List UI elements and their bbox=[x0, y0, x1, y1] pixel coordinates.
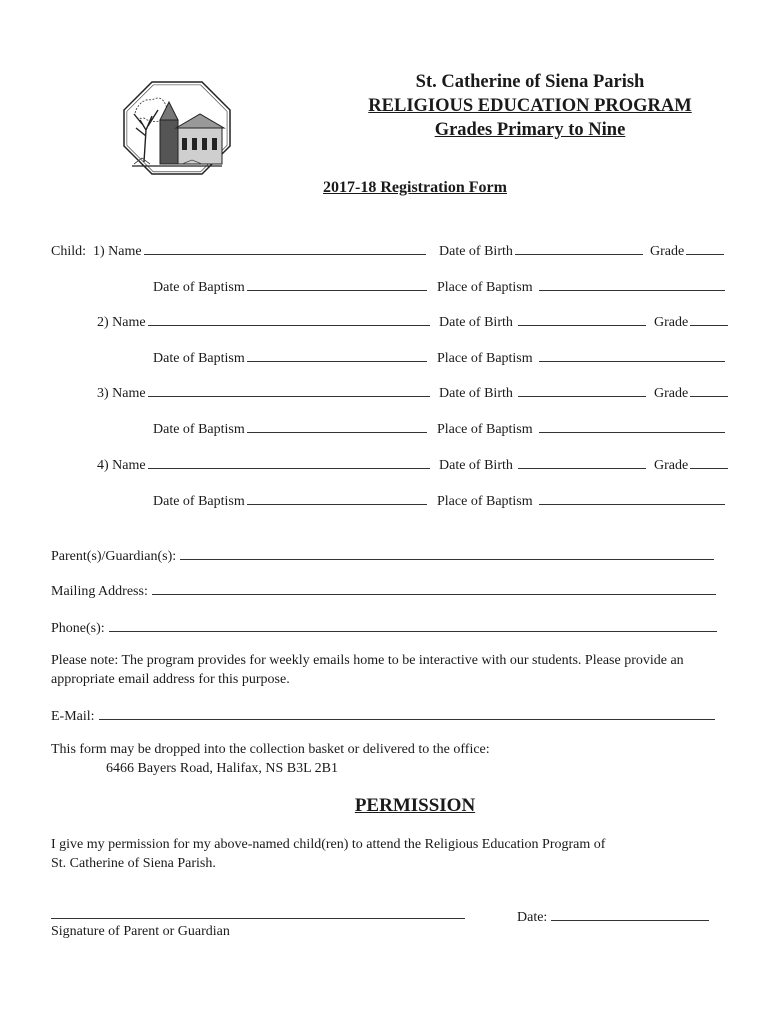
child-4-grade-input[interactable] bbox=[690, 454, 728, 469]
date-field[interactable] bbox=[517, 906, 709, 926]
parish-logo bbox=[122, 80, 232, 176]
permission-text-line-2: St. Catherine of Siena Parish. bbox=[51, 856, 216, 871]
child-4-name-label: 4) Name bbox=[97, 458, 146, 473]
permission-text bbox=[51, 835, 751, 873]
child-4-grade-label: Grade bbox=[654, 458, 689, 473]
email-note-line-2: appropriate email address for this purpose. bbox=[51, 672, 290, 687]
church-sketch-icon bbox=[122, 80, 232, 176]
child-2-grade-field[interactable] bbox=[654, 311, 728, 331]
child-2-baptism-input[interactable] bbox=[247, 347, 427, 362]
child-1-place-input[interactable] bbox=[539, 276, 725, 291]
child-4-baptism-label: Date of Baptism bbox=[153, 494, 245, 509]
office-address: 6466 Bayers Road, Halifax, NS B3L 2B1 bbox=[106, 761, 339, 776]
child-1-baptism-input[interactable] bbox=[247, 276, 427, 291]
child-3-place-field[interactable] bbox=[437, 418, 725, 438]
form-title: 2017-18 Registration Form bbox=[323, 179, 507, 196]
child-1-grade-input[interactable] bbox=[686, 240, 724, 255]
child-2-place-label: Place of Baptism bbox=[437, 351, 533, 366]
child-4-dob-field[interactable] bbox=[439, 454, 646, 474]
child-3-name-label: 3) Name bbox=[97, 386, 146, 401]
email-note bbox=[51, 651, 751, 689]
child-1-name-field[interactable] bbox=[51, 240, 426, 260]
grades-subtitle: Grades Primary to Nine bbox=[434, 120, 626, 140]
signature-input[interactable] bbox=[51, 918, 465, 919]
child-4-baptism-input[interactable] bbox=[247, 490, 427, 505]
email-note-line-1: Please note: The program provides for weekly emails home to be interactive with our students. Please provide an bbox=[51, 653, 684, 668]
permission-text-line-1: I give my permission for my above-named child(ren) to attend the Religious Education Program of bbox=[51, 837, 606, 852]
child-2-grade-input[interactable] bbox=[690, 311, 728, 326]
child-4-place-input[interactable] bbox=[539, 490, 725, 505]
child-2-name-label: 2) Name bbox=[97, 315, 146, 330]
child-2-baptism-field[interactable] bbox=[153, 347, 427, 367]
guardian-field[interactable] bbox=[51, 545, 714, 565]
phone-label: Phone(s): bbox=[51, 621, 105, 636]
child-2-baptism-label: Date of Baptism bbox=[153, 351, 245, 366]
phone-input[interactable] bbox=[109, 617, 717, 632]
address-input[interactable] bbox=[152, 580, 716, 595]
child-3-baptism-field[interactable] bbox=[153, 418, 427, 438]
signature-label: Signature of Parent or Guardian bbox=[51, 924, 230, 939]
child-4-baptism-field[interactable] bbox=[153, 490, 427, 510]
child-4-place-field[interactable] bbox=[437, 490, 725, 510]
child-2-name-field[interactable] bbox=[97, 311, 430, 331]
address-field[interactable] bbox=[51, 580, 716, 600]
child-1-grade-field[interactable] bbox=[650, 240, 724, 260]
child-4-place-label: Place of Baptism bbox=[437, 494, 533, 509]
child-3-place-input[interactable] bbox=[539, 418, 725, 433]
drop-off-info bbox=[51, 740, 751, 778]
child-3-grade-input[interactable] bbox=[690, 382, 728, 397]
email-field[interactable] bbox=[51, 705, 715, 725]
child-3-grade-label: Grade bbox=[654, 386, 689, 401]
child-3-dob-field[interactable] bbox=[439, 382, 646, 402]
child-1-dob-field[interactable] bbox=[439, 240, 643, 260]
child-2-dob-field[interactable] bbox=[439, 311, 646, 331]
child-1-name-input[interactable] bbox=[144, 240, 426, 255]
guardian-input[interactable] bbox=[180, 545, 714, 560]
child-1-dob-label: Date of Birth bbox=[439, 244, 513, 259]
guardian-label: Parent(s)/Guardian(s): bbox=[51, 549, 177, 564]
child-2-dob-label: Date of Birth bbox=[439, 315, 513, 330]
date-label: Date: bbox=[517, 910, 548, 925]
drop-off-line: This form may be dropped into the collection basket or delivered to the office: bbox=[51, 742, 490, 757]
child-1-name-label: 1) Name bbox=[93, 244, 142, 259]
address-label: Mailing Address: bbox=[51, 584, 148, 599]
child-1-dob-input[interactable] bbox=[515, 240, 643, 255]
child-3-dob-input[interactable] bbox=[518, 382, 646, 397]
parish-name: St. Catherine of Siena Parish bbox=[415, 72, 645, 92]
email-label: E-Mail: bbox=[51, 709, 95, 724]
child-3-dob-label: Date of Birth bbox=[439, 386, 513, 401]
child-prefix-label: Child: bbox=[51, 244, 87, 259]
child-3-grade-field[interactable] bbox=[654, 382, 728, 402]
child-4-name-field[interactable] bbox=[97, 454, 430, 474]
child-4-name-input[interactable] bbox=[148, 454, 430, 469]
child-2-grade-label: Grade bbox=[654, 315, 689, 330]
child-1-baptism-label: Date of Baptism bbox=[153, 280, 245, 295]
child-3-place-label: Place of Baptism bbox=[437, 422, 533, 437]
phone-field[interactable] bbox=[51, 617, 717, 637]
child-3-name-input[interactable] bbox=[148, 382, 430, 397]
child-2-dob-input[interactable] bbox=[518, 311, 646, 326]
child-2-name-input[interactable] bbox=[148, 311, 430, 326]
date-input[interactable] bbox=[551, 906, 709, 921]
child-2-place-field[interactable] bbox=[437, 347, 725, 367]
child-4-dob-label: Date of Birth bbox=[439, 458, 513, 473]
child-1-place-field[interactable] bbox=[437, 276, 725, 296]
child-3-baptism-input[interactable] bbox=[247, 418, 427, 433]
program-title: RELIGIOUS EDUCATION PROGRAM bbox=[368, 96, 692, 116]
child-4-grade-field[interactable] bbox=[654, 454, 728, 474]
email-input[interactable] bbox=[99, 705, 715, 720]
child-1-place-label: Place of Baptism bbox=[437, 280, 533, 295]
child-2-place-input[interactable] bbox=[539, 347, 725, 362]
permission-title: PERMISSION bbox=[354, 795, 476, 816]
child-3-name-field[interactable] bbox=[97, 382, 430, 402]
child-1-grade-label: Grade bbox=[650, 244, 685, 259]
child-4-dob-input[interactable] bbox=[518, 454, 646, 469]
child-3-baptism-label: Date of Baptism bbox=[153, 422, 245, 437]
child-1-baptism-field[interactable] bbox=[153, 276, 427, 296]
